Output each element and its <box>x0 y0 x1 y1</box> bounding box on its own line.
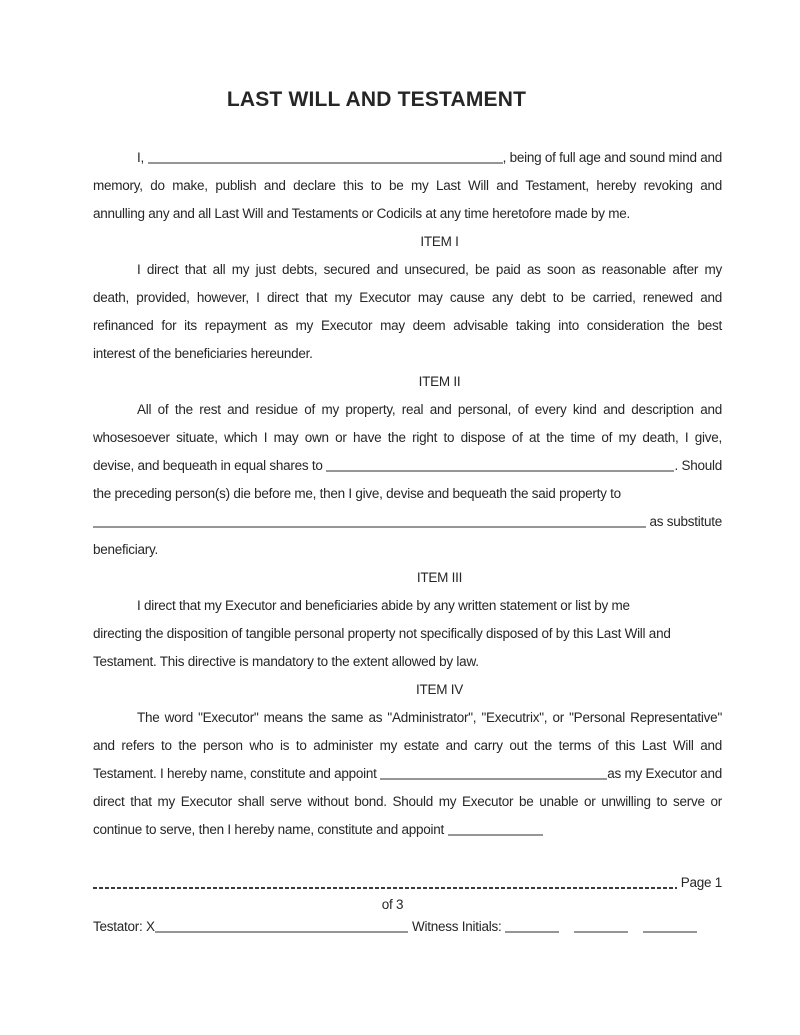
fill-in-blank <box>380 767 607 780</box>
document-line: I direct that my Executor and beneficiaries abide by any written statement or list by me <box>137 598 630 613</box>
fill-in-blank <box>505 920 559 933</box>
text-run: as substitute <box>645 514 722 529</box>
document-line <box>93 760 722 788</box>
document-line: direct that my Executor shall serve without bond. Should my Executor be unable or unwilling to serve or <box>93 794 722 809</box>
dashed-divider <box>93 887 677 889</box>
section-heading: ITEM IV <box>415 682 463 697</box>
fill-in-blank <box>448 823 543 836</box>
text-run: continue to serve, then I hereby name, constitute and appoint <box>93 822 448 837</box>
document-line <box>93 144 722 172</box>
page-number-label: Page 1 <box>677 875 722 890</box>
fill-in-blank <box>643 920 697 933</box>
blank-gap <box>697 930 722 931</box>
document-body <box>93 144 722 844</box>
document-line: interest of the beneficiaries hereunder. <box>93 346 313 361</box>
document-line: and refers to the person who is to administer my estate and carry out the terms of this Last Will and <box>93 738 722 753</box>
document-line: All of the rest and residue of my property, real and personal, of every kind and description and <box>137 402 722 417</box>
section-heading: ITEM I <box>420 234 459 249</box>
text-run: devise, and bequeath in equal shares to <box>93 458 327 473</box>
text-run: . Should <box>674 458 722 473</box>
signature-line <box>93 916 722 938</box>
text-run: as my Executor and <box>607 766 722 781</box>
text-run: , being of full age and sound mind and <box>502 150 722 165</box>
fill-in-blank <box>574 920 628 933</box>
document-line: beneficiary. <box>93 542 159 557</box>
document-line <box>93 508 722 536</box>
text-run: Testator: X <box>93 919 155 934</box>
fill-in-blank <box>93 515 646 528</box>
blank-gap <box>559 930 574 931</box>
document-title: LAST WILL AND TESTAMENT <box>226 88 527 111</box>
blank-gap <box>628 930 643 931</box>
document-line: Testament. This directive is mandatory to the extent allowed by law. <box>93 654 479 669</box>
document-line: annulling any and all Last Will and Testaments or Codicils at any time heretofore made by me. <box>93 206 631 221</box>
document-line: directing the disposition of tangible personal property not specifically disposed of by this Last Will and <box>93 626 671 641</box>
document-line <box>93 452 722 480</box>
fill-in-blank <box>326 459 674 472</box>
section-heading: ITEM II <box>418 374 461 389</box>
document-line: the preceding person(s) die before me, then I give, devise and bequeath the said property to <box>93 486 621 501</box>
text-run: Testament. I hereby name, constitute and appoint <box>93 766 381 781</box>
document-line: refinanced for its repayment as my Executor may deem advisable taking into consideration the best <box>93 318 722 333</box>
page-footer <box>93 872 722 938</box>
fill-in-blank <box>148 151 503 164</box>
document-line: whosesoever situate, which I may own or have the right to dispose of at the time of my death, I give, <box>93 430 722 445</box>
page-divider-line <box>93 872 722 894</box>
section-heading: ITEM III <box>416 570 463 585</box>
document-line: death, provided, however, I direct that my Executor may cause any debt to be carried, renewed and <box>93 290 722 305</box>
text-run: Witness Initials: <box>408 919 505 934</box>
fill-in-blank <box>155 920 409 933</box>
document-line: I direct that all my just debts, secured and unsecured, be paid as soon as reasonable after my <box>137 262 722 277</box>
text-run: I, <box>137 150 148 165</box>
document-line <box>93 816 722 844</box>
document-line: memory, do make, publish and declare this to be my Last Will and Testament, hereby revoking and <box>93 178 722 193</box>
page-number-line2: of 3 <box>381 897 404 912</box>
document-line: The word "Executor" means the same as "Administrator", "Executrix", or "Personal Representative" <box>137 710 722 725</box>
